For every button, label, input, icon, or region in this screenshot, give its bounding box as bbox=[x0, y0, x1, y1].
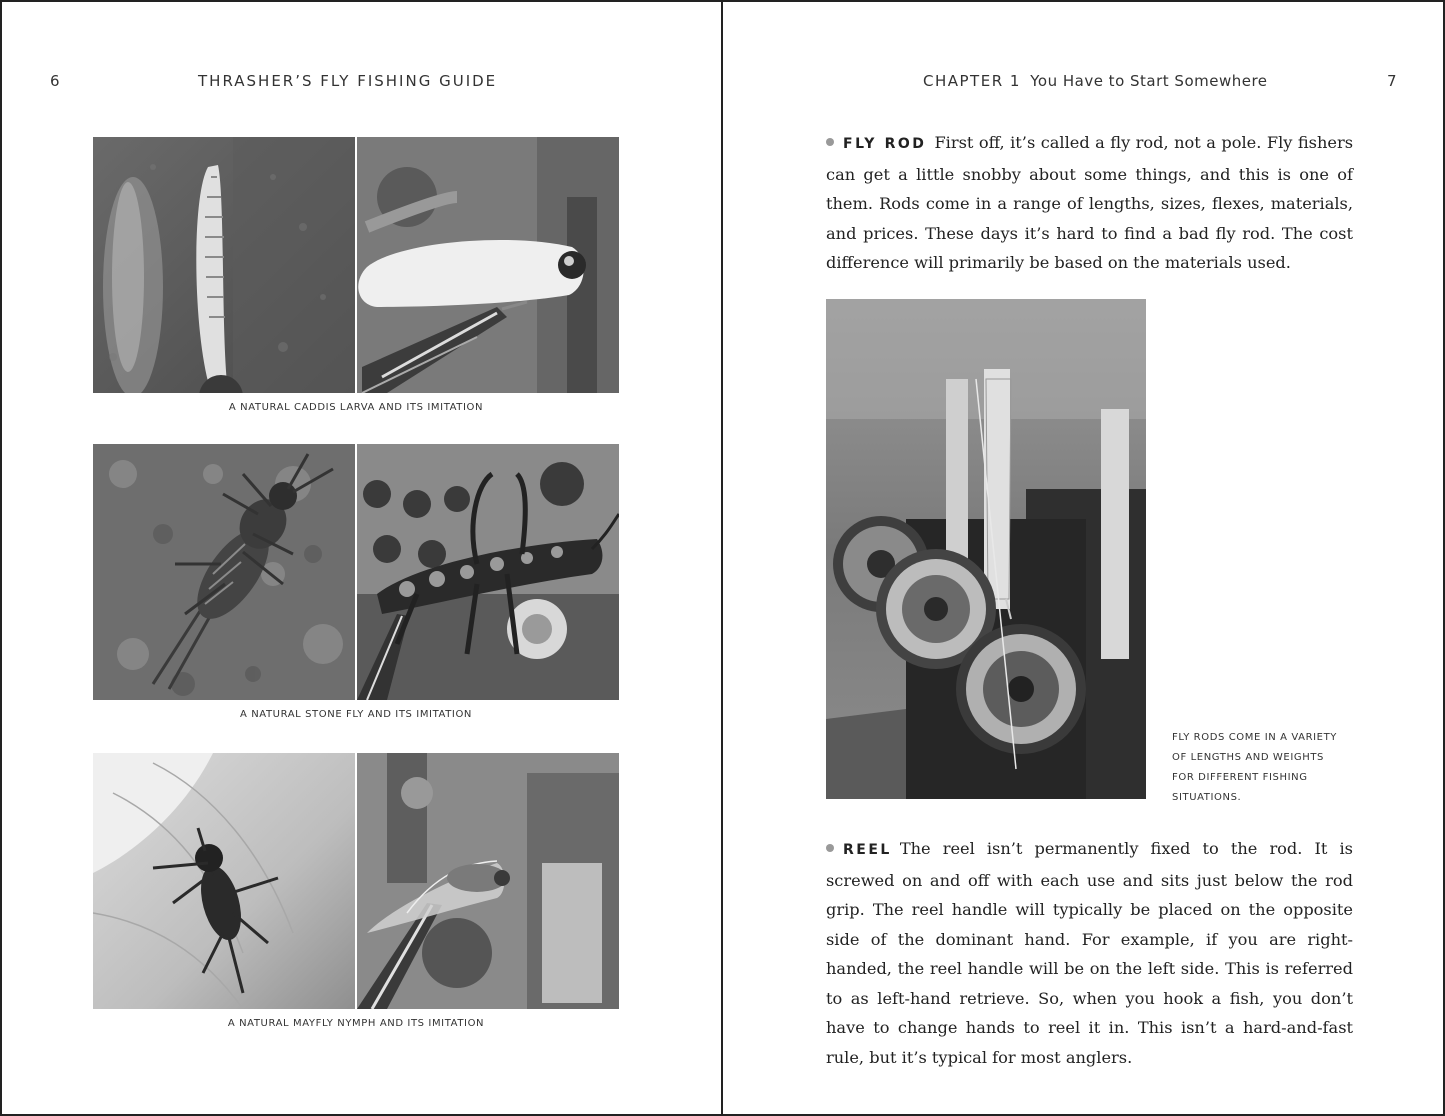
figure-caption: A NATURAL STONE FLY AND ITS IMITATION bbox=[239, 709, 473, 720]
photo-fly-rods-and-reels bbox=[826, 299, 1146, 799]
bullet-icon bbox=[826, 844, 834, 852]
page-number-left: 6 bbox=[50, 72, 60, 90]
left-page bbox=[0, 0, 721, 1116]
photo-natural-stonefly bbox=[93, 444, 355, 700]
figure-caption: A NATURAL CADDIS LARVA AND ITS IMITATION bbox=[228, 402, 484, 413]
photo-natural-caddis-larva bbox=[93, 137, 355, 393]
right-page bbox=[723, 0, 1445, 1116]
figure-stonefly bbox=[93, 444, 619, 700]
figure-mayfly bbox=[93, 753, 619, 1009]
bullet-icon bbox=[826, 138, 834, 146]
figure-caption: A NATURAL MAYFLY NYMPH AND ITS IMITATION bbox=[227, 1018, 485, 1029]
figure-caddis bbox=[93, 137, 619, 393]
chapter-title: You Have to Start Somewhere bbox=[1030, 72, 1268, 90]
caption-line: FLY RODS COME IN A VARIETY bbox=[1172, 732, 1338, 743]
running-head-chapter bbox=[923, 72, 1268, 90]
photo-caddis-imitation bbox=[357, 137, 619, 393]
photo-natural-mayfly-nymph bbox=[93, 753, 355, 1009]
chapter-number: CHAPTER 1 bbox=[923, 72, 1021, 90]
section-fly-rod bbox=[826, 128, 1353, 278]
caption-line: FOR DIFFERENT FISHING bbox=[1172, 772, 1308, 783]
caption-line: OF LENGTHS AND WEIGHTS bbox=[1172, 752, 1324, 763]
section-term: REEL bbox=[843, 842, 892, 858]
caption-line: SITUATIONS. bbox=[1172, 792, 1242, 803]
photo-mayfly-imitation bbox=[357, 753, 619, 1009]
photo-caption-fly-rods bbox=[1172, 728, 1352, 808]
page-number-right: 7 bbox=[1387, 72, 1397, 90]
section-text: The reel isn’t permanently fixed to the rod. It is screwed on and off with each use and sits just below the rod grip. The reel handle will typically be placed on the opposite side of the dominant hand. For example, if you are right-handed, the reel handle will be on the left side. This is referred to as left-hand retrieve. So, when you hook a fish, you don’t have to change hands to reel it in. This isn’t a hard-and-fast rule, but it’s typical for most anglers. bbox=[826, 839, 1353, 1067]
section-term: FLY ROD bbox=[843, 136, 927, 152]
photo-stonefly-imitation bbox=[357, 444, 619, 700]
section-text: First off, it’s called a fly rod, not a pole. Fly fishers can get a little snobby about some things, and this is one of them. Rods come in a range of lengths, sizes, flexes, materials, and prices. These days it’s hard to find a bad fly rod. The cost difference will primarily be based on the materials used. bbox=[826, 133, 1353, 272]
section-reel bbox=[826, 834, 1353, 1072]
running-head-book-title: THRASHER’S FLY FISHING GUIDE bbox=[198, 72, 498, 90]
